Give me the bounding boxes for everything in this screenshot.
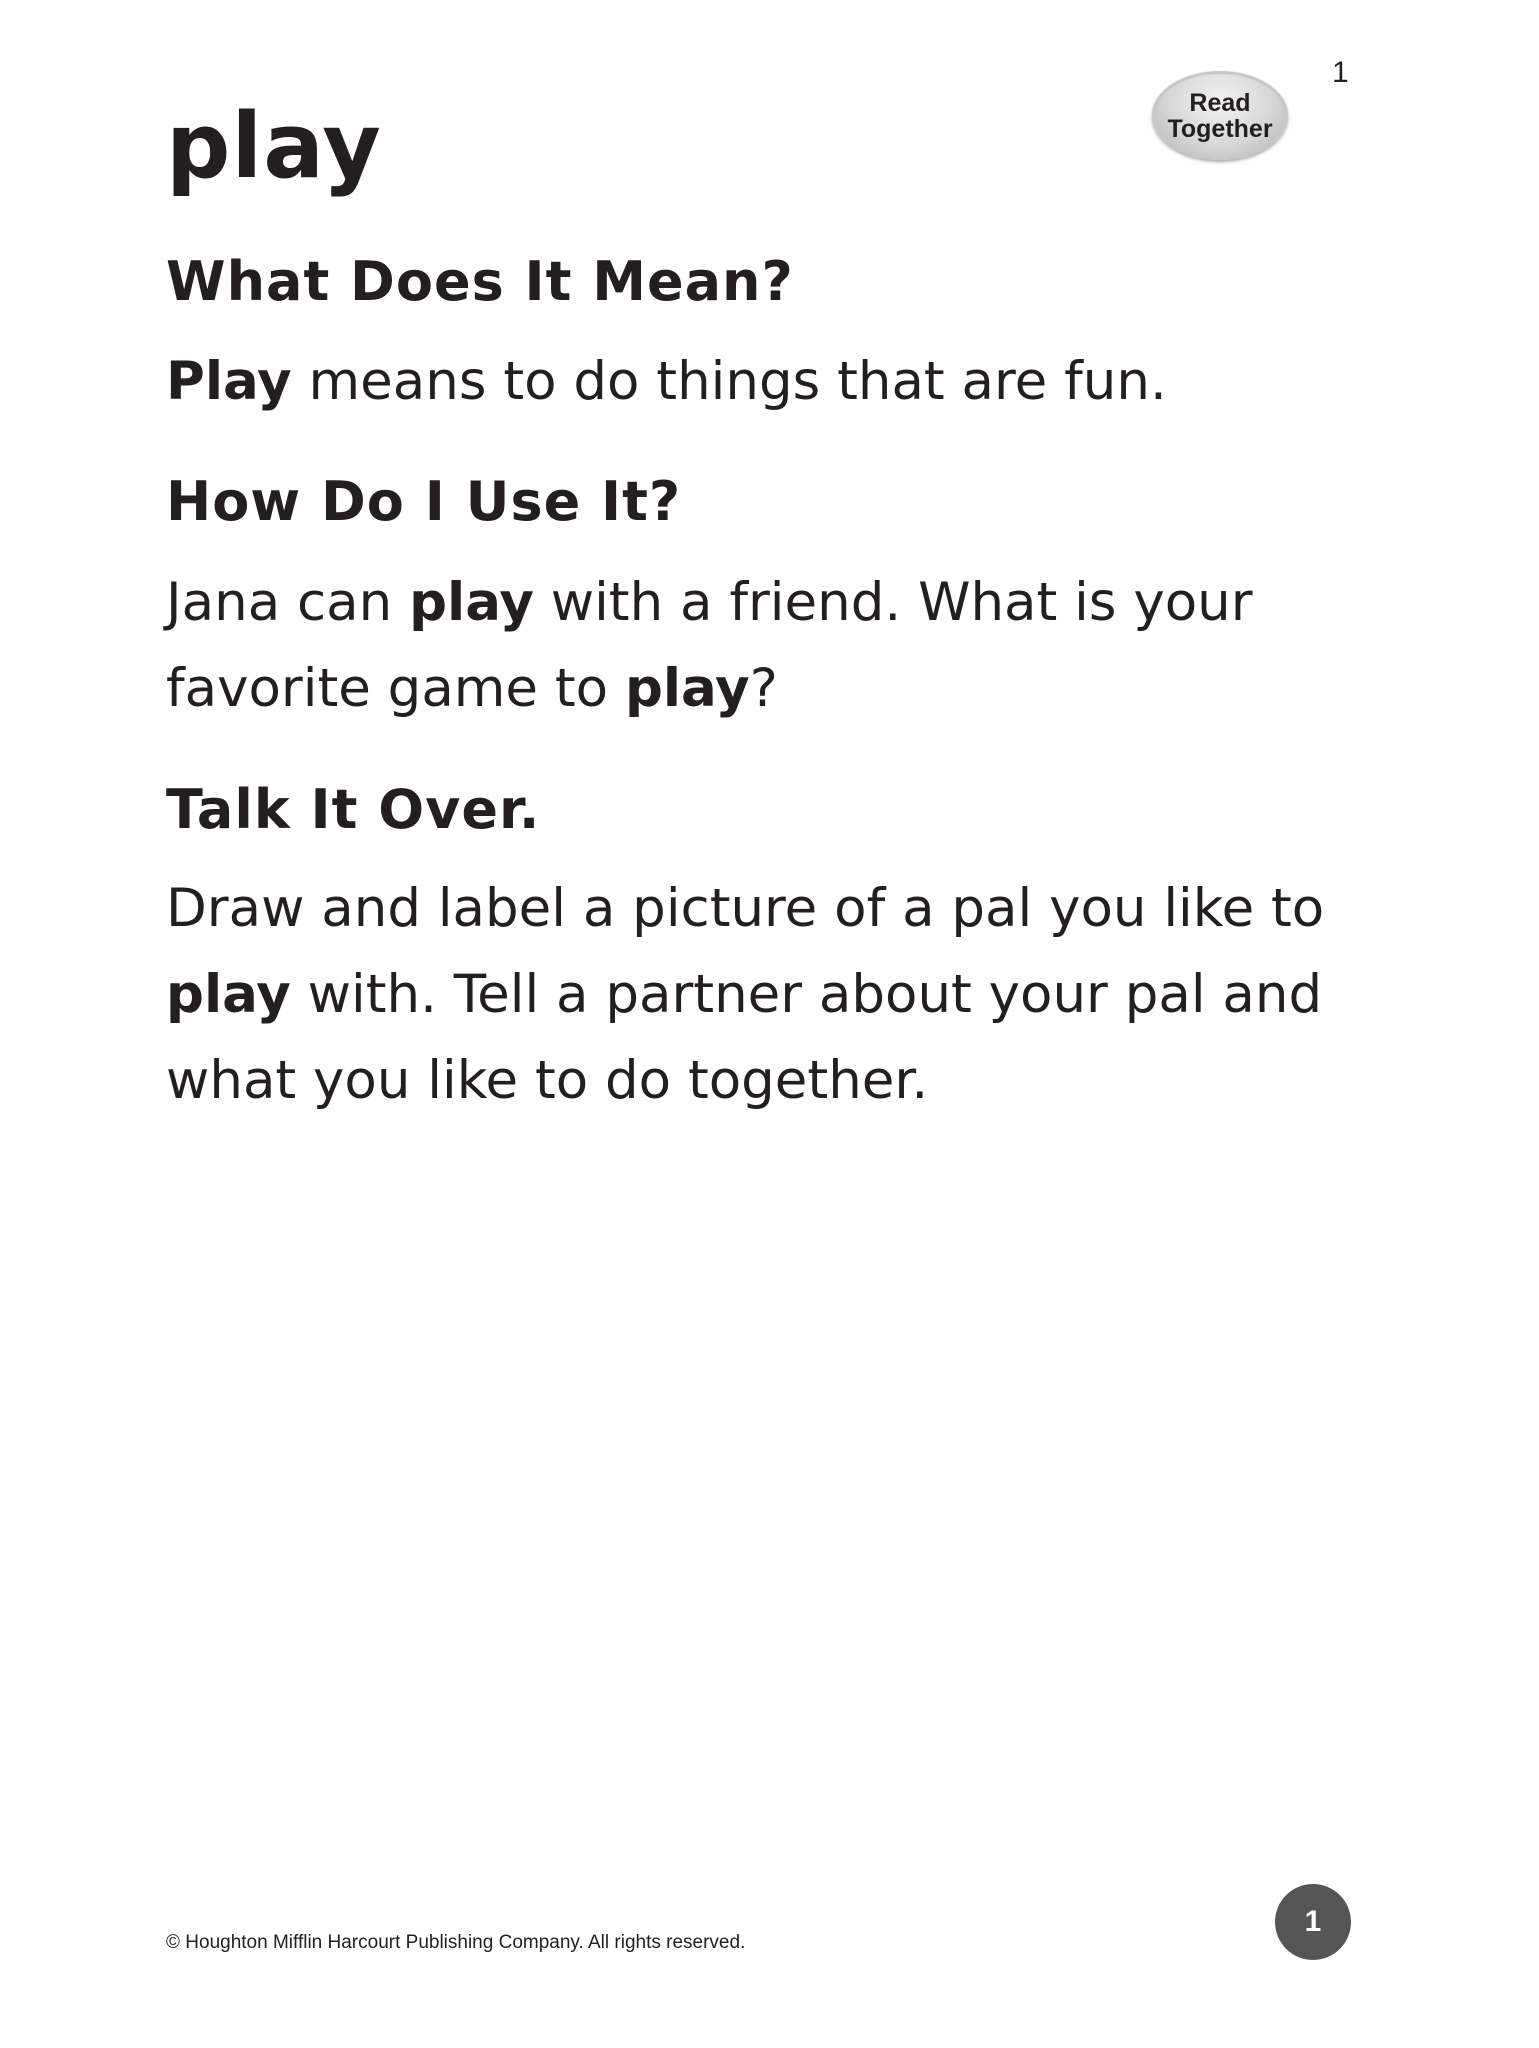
badge-line-2: Together — [1167, 114, 1273, 143]
page-number-top: 1 — [1332, 56, 1349, 89]
meaning-rest: means to do things that are fun. — [291, 351, 1167, 412]
usage-bold-2: play — [624, 658, 750, 719]
copyright-footer: © Houghton Mifflin Harcourt Publishing Company. All rights reserved. — [166, 1932, 746, 1953]
talk-text-1: Draw and label a picture of a pal you like to — [166, 878, 1325, 939]
usage-bold-1: play — [409, 572, 534, 633]
usage-heading: How Do I Use It? — [166, 470, 682, 533]
meaning-bold-word: Play — [166, 351, 292, 412]
talk-text-2: with. Tell a partner about your pal and what you like to do together. — [166, 964, 1323, 1111]
talk-heading: Talk It Over. — [166, 778, 541, 841]
page-number-circle: 1 — [1275, 1884, 1351, 1960]
meaning-text — [166, 339, 1386, 425]
talk-text — [166, 866, 1386, 1124]
talk-bold-1: play — [166, 964, 291, 1025]
read-together-badge — [1152, 71, 1288, 160]
usage-text-2: with a friend. What is your favorite game to — [166, 572, 1253, 719]
usage-text-1: Jana can — [166, 572, 410, 633]
usage-text — [166, 560, 1386, 732]
meaning-heading: What Does It Mean? — [166, 250, 794, 313]
badge-line-1: Read — [1189, 88, 1251, 117]
usage-text-3: ? — [749, 658, 778, 719]
vocabulary-word-title: play — [166, 94, 382, 199]
